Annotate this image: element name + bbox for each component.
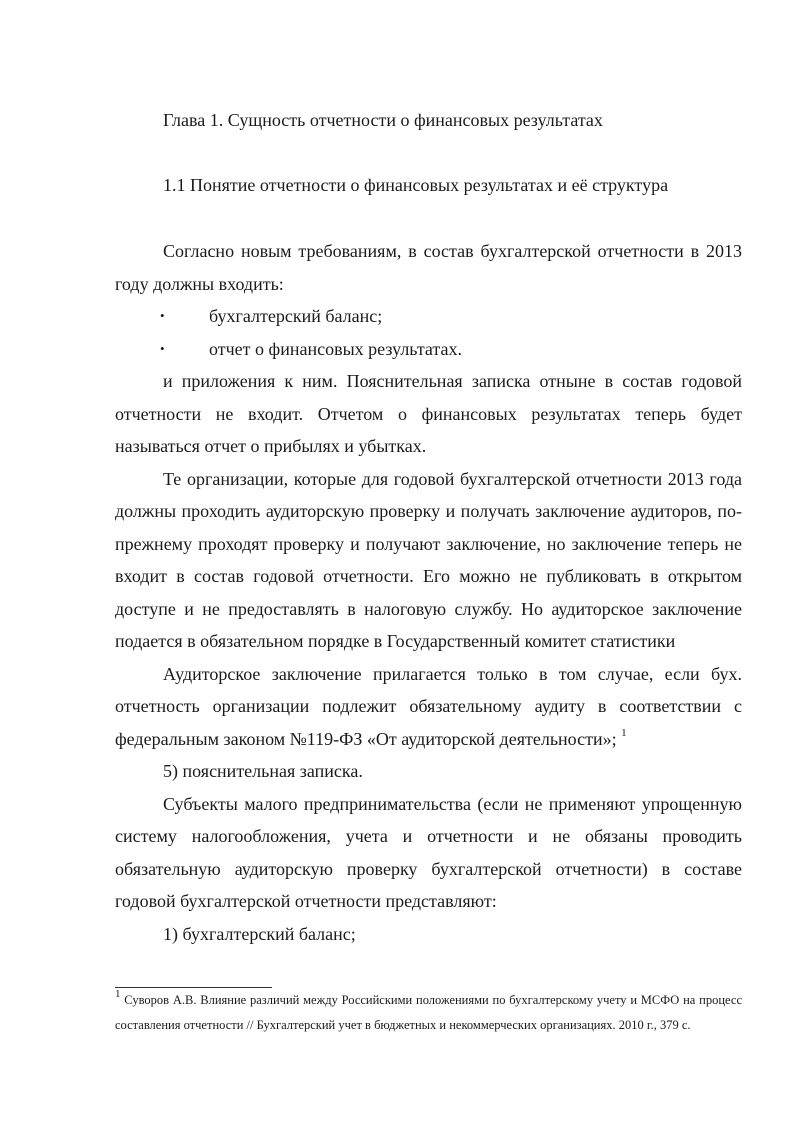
paragraph-audit-organizations: Те организации, которые для годовой бухгалтерской отчетности 2013 года должны проходить аудиторскую проверку и получать заключение аудиторов, по-прежнему проходят проверку и получают заключение, но заключение теперь не входит в состав годовой отчетности. Его можно не публиковать в открытом доступе и не предоставлять в налоговую службу. Но аудиторское заключение подается в обязательном порядке в Государственный комитет статистики: [115, 468, 742, 651]
footnote-text: Суворов А.В. Влияние различий между Российскими положениями по бухгалтерскому учету и МСФО на процесс составления отчетности // Бухгалтерский учет в бюджетных и некоммерческих организациях. 2010 г., 379 с.: [115, 993, 742, 1032]
footnote-number: 1: [115, 987, 121, 1000]
bullet-icon: •: [160, 340, 165, 356]
paragraph-requirements: Согласно новым требованиям, в состав бухгалтерской отчетности в 2013 году должны входить:: [115, 241, 742, 294]
list-item-text: отчет о финансовых результатах.: [209, 338, 463, 359]
footnote: [115, 988, 742, 1038]
paragraph-audit-report: [115, 658, 742, 756]
paragraph-balance-sheet: 1) бухгалтерский баланс;: [163, 923, 356, 944]
bullet-icon: •: [160, 308, 165, 323]
list-item: [115, 300, 742, 333]
section-heading: 1.1 Понятие отчетности о финансовых результатах и её структура: [163, 175, 669, 195]
footnote-reference: 1: [621, 726, 627, 739]
paragraph-small-business: Субъекты малого предпринимательства (если не применяют упрощенную систему налогообложения, учета и отчетности и не обязаны проводить обязательную аудиторскую проверку бухгалтерской отчетности) в составе годовой бухгалтерской отчетности представляют:: [115, 793, 742, 911]
paragraph-audit-report-text: Аудиторское заключение прилагается только в том случае, если бух. отчетность организации подлежит обязательному аудиту в соответствии с федеральным законом №119-ФЗ «От аудиторской деятельности»;: [115, 663, 742, 749]
paragraph-explanatory-note: 5) пояснительная записка.: [163, 761, 363, 781]
paragraph-appendices: и приложения к ним. Пояснительная записка отныне в состав годовой отчетности не входит. Отчетом о финансовых результатах теперь будет называться отчет о прибылях и убытках.: [115, 371, 742, 456]
chapter-heading: Глава 1. Сущность отчетности о финансовых результатах: [163, 110, 603, 130]
list-item: [115, 333, 742, 366]
list-item-text: бухгалтерский баланс;: [209, 306, 383, 326]
body-text: [115, 235, 742, 950]
